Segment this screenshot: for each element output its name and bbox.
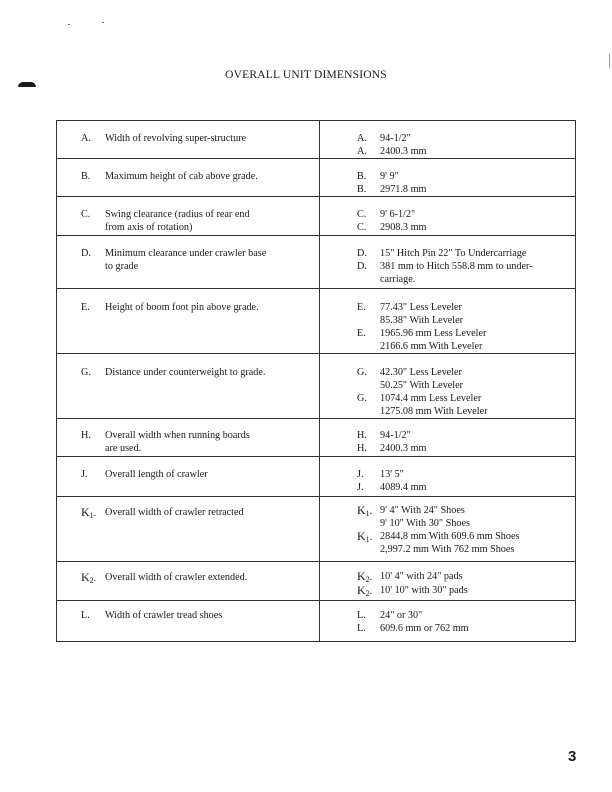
value-line: 9' 6-1/2"	[380, 209, 416, 220]
value-letter: $K_1$.	[357, 529, 373, 544]
value-line: 2166.6 mm With Leveler	[380, 341, 483, 352]
dimension-description	[57, 457, 320, 497]
dimension-values	[320, 121, 576, 159]
description-line: Overall width of crawler retracted	[105, 507, 244, 518]
value-line: 77.43" Less Leveler	[380, 302, 462, 313]
dimension-values	[320, 354, 576, 419]
description-line: to grade	[105, 261, 139, 272]
value-letter: H.	[357, 443, 367, 454]
margin-mark	[18, 82, 36, 87]
description-line: Overall width of crawler extended.	[105, 572, 248, 583]
dimension-letter: A.	[81, 133, 91, 144]
dimension-values	[320, 236, 576, 289]
value-line: 50.25" With Leveler	[380, 380, 464, 391]
value-letter: D.	[357, 261, 367, 272]
value-letter: E.	[357, 302, 366, 313]
value-letter: H.	[357, 430, 367, 441]
dimension-letter: C.	[81, 209, 91, 220]
value-line: 4089.4 mm	[380, 482, 427, 493]
dimension-letter: H.	[81, 430, 91, 441]
value-line: 381 mm to Hitch 558.8 mm to under-	[380, 261, 533, 272]
dimension-letter: G.	[81, 367, 91, 378]
value-letter: D.	[357, 248, 367, 259]
dimension-values	[320, 497, 576, 562]
value-letter: G.	[357, 393, 367, 404]
table-row	[57, 419, 576, 457]
value-line: 1074.4 mm Less Leveler	[380, 393, 482, 404]
dimension-description	[57, 419, 320, 457]
value-line: 15" Hitch Pin 22" To Undercarriage	[380, 248, 527, 259]
table-row	[57, 457, 576, 497]
value-letter: $K_2$.	[357, 583, 373, 598]
description-line: Swing clearance (radius of rear end	[105, 209, 250, 220]
dimension-letter: L.	[81, 610, 90, 621]
value-line: 2400.3 mm	[380, 146, 427, 157]
description-line: Maximum height of cab above grade.	[105, 171, 258, 182]
value-line: 9' 9"	[380, 171, 399, 182]
value-line: 2844.8 mm With 609.6 mm Shoes	[380, 531, 520, 542]
table-row	[57, 289, 576, 354]
value-letter: A.	[357, 146, 367, 157]
dimension-description	[57, 601, 320, 642]
table-row	[57, 121, 576, 159]
table-row	[57, 236, 576, 289]
value-letter: L.	[357, 623, 366, 634]
description-line: from axis of rotation)	[105, 222, 193, 233]
value-letter: $K_1$.	[357, 503, 373, 518]
description-line: Minimum clearance under crawler base	[105, 248, 267, 259]
page-number: 3	[568, 748, 577, 765]
value-letter: C.	[357, 209, 367, 220]
dimension-letter: $K_1$.	[81, 505, 97, 520]
dimension-values	[320, 159, 576, 197]
table-row	[57, 562, 576, 601]
table-row	[57, 159, 576, 197]
value-line: 94-1/2"	[380, 430, 411, 441]
dimension-description	[57, 497, 320, 562]
dimension-letter: D.	[81, 248, 91, 259]
value-letter: E.	[357, 328, 366, 339]
description-line: Height of boom foot pin above grade.	[105, 302, 259, 313]
dimension-values	[320, 289, 576, 354]
dimension-description	[57, 236, 320, 289]
value-letter: C.	[357, 222, 367, 233]
value-line: 2971.8 mm	[380, 184, 427, 195]
description-line: Width of revolving super-structure	[105, 133, 247, 144]
table-row	[57, 354, 576, 419]
value-line: 1275.08 mm With Leveler	[380, 406, 488, 417]
dimension-letter: J.	[81, 469, 88, 480]
value-letter: B.	[357, 184, 367, 195]
value-letter: J.	[357, 469, 364, 480]
value-line: 24" or 30"	[380, 610, 423, 621]
dimension-description	[57, 121, 320, 159]
description-line: Distance under counterweight to grade.	[105, 367, 266, 378]
dimension-values	[320, 601, 576, 642]
table-row	[57, 601, 576, 642]
dimension-values	[320, 457, 576, 497]
dimension-description	[57, 159, 320, 197]
dimension-description	[57, 562, 320, 601]
value-line: 2400.3 mm	[380, 443, 427, 454]
value-letter: $K_2$.	[357, 569, 373, 584]
description-line: are used.	[105, 443, 142, 454]
value-line: 2908.3 mm	[380, 222, 427, 233]
value-line: 1965.96 mm Less Leveler	[380, 328, 487, 339]
edge-mark	[609, 54, 610, 68]
dimension-letter: $K_2$.	[81, 570, 97, 585]
dimension-description	[57, 197, 320, 236]
value-line: 42.30" Less Leveler	[380, 367, 462, 378]
value-letter: L.	[357, 610, 366, 621]
dimension-letter: B.	[81, 171, 91, 182]
description-line: Width of crawler tread shoes	[105, 610, 223, 621]
dimensions-table	[56, 120, 576, 642]
value-line: 10' 10" with 30" pads	[380, 585, 468, 596]
dimension-letter: E.	[81, 302, 90, 313]
value-line: 94-1/2"	[380, 133, 411, 144]
dimension-values	[320, 197, 576, 236]
page-title: OVERALL UNIT DIMENSIONS	[225, 69, 387, 81]
value-letter: J.	[357, 482, 364, 493]
value-line: 13' 5"	[380, 469, 404, 480]
value-letter: A.	[357, 133, 367, 144]
value-line: 9' 10" With 30" Shoes	[380, 518, 470, 529]
value-line: 85.38" With Leveler	[380, 315, 464, 326]
dimension-description	[57, 289, 320, 354]
dimension-values	[320, 562, 576, 601]
table-row	[57, 497, 576, 562]
description-line: Overall length of crawler	[105, 469, 208, 480]
value-line: 2,997.2 mm With 762 mm Shoes	[380, 544, 515, 555]
value-line: 10' 4" with 24" pads	[380, 571, 463, 582]
value-line: 9' 4" With 24" Shoes	[380, 505, 465, 516]
value-line: 609.6 mm or 762 mm	[380, 623, 469, 634]
description-line: Overall width when running boards	[105, 430, 250, 441]
value-letter: B.	[357, 171, 367, 182]
value-line: carriage.	[380, 274, 416, 285]
value-letter: G.	[357, 367, 367, 378]
dimension-values	[320, 419, 576, 457]
dimension-description	[57, 354, 320, 419]
table-row	[57, 197, 576, 236]
